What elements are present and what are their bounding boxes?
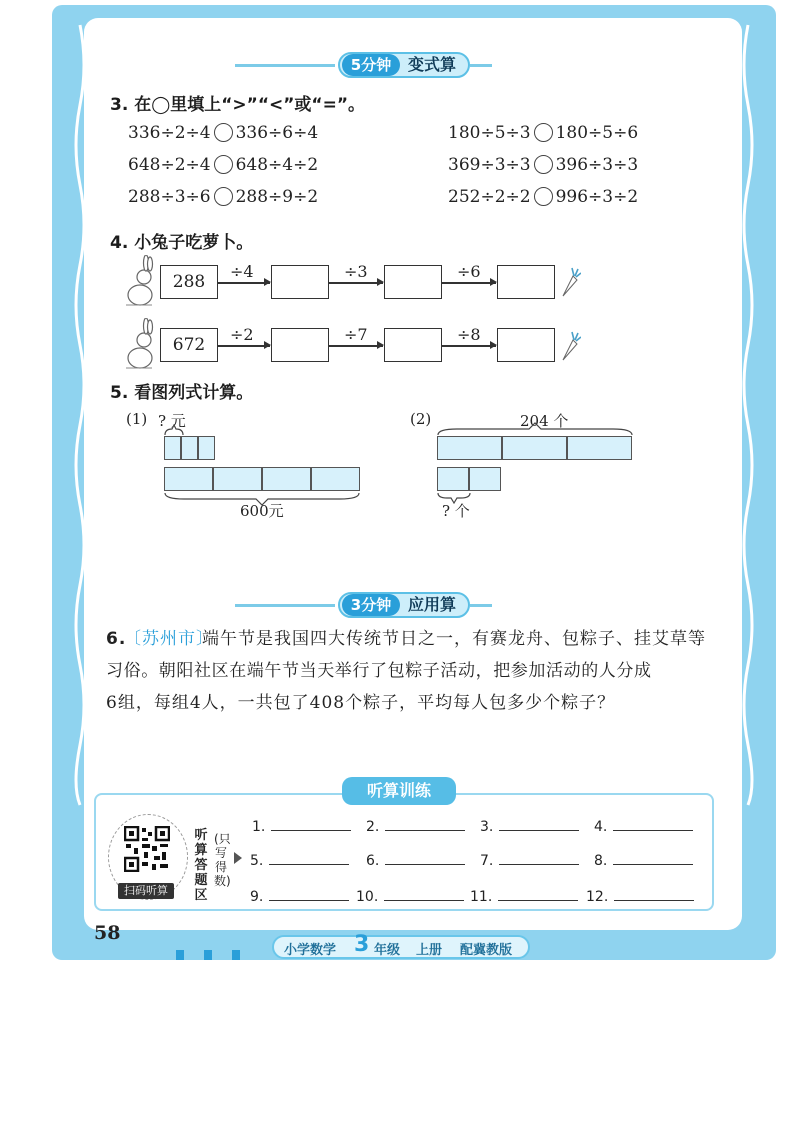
footer-subject: 小学数学 xyxy=(284,943,337,958)
q5-p2-label: (2) xyxy=(410,410,432,428)
bar-segment xyxy=(213,467,262,491)
q5-p1-total: 600元 xyxy=(240,502,284,520)
chain1-answer-box-2[interactable] xyxy=(384,265,442,299)
section-2-time: 3分钟 xyxy=(342,594,400,616)
answer-item-11[interactable]: 11. xyxy=(470,888,578,905)
section-1-time: 5分钟 xyxy=(342,54,400,76)
carrot-icon xyxy=(559,266,581,298)
q3-row-2: 180÷5÷3 180÷5÷6 xyxy=(448,123,639,143)
footer-mark xyxy=(232,950,240,960)
brace-top xyxy=(164,424,184,436)
bar-segment xyxy=(164,436,181,460)
qr-code-icon[interactable] xyxy=(124,826,170,872)
answer-item-9[interactable]: 9. xyxy=(250,888,349,905)
brace-top xyxy=(437,422,633,436)
q6-line-1: 端午节是我国四大传统节日之一，有赛龙舟、包粽子、挂艾草等 xyxy=(202,629,706,649)
answer-circle[interactable] xyxy=(534,187,553,206)
banner-line-left xyxy=(235,64,335,67)
chain2-op-2: ÷7 xyxy=(344,325,368,344)
answer-item-6[interactable]: 6. xyxy=(366,852,465,869)
answer-area-note: (只写得数) xyxy=(214,832,231,888)
q5-p1-unknown: ? 元 xyxy=(158,412,186,430)
answer-circle[interactable] xyxy=(214,155,233,174)
q3-row-6: 252÷2÷2 996÷3÷2 xyxy=(448,187,639,207)
q6-source-tag: 〔苏州市〕 xyxy=(124,629,214,649)
answer-circle[interactable] xyxy=(534,123,553,142)
answer-item-5[interactable]: 5. xyxy=(250,852,349,869)
answer-circle[interactable] xyxy=(534,155,553,174)
q3-title: 3. 在◯里填上“>”“<”或“=”。 xyxy=(110,95,365,115)
answer-circle[interactable] xyxy=(214,187,233,206)
chain2-answer-box-2[interactable] xyxy=(384,328,442,362)
answer-item-7[interactable]: 7. xyxy=(480,852,579,869)
bar-segment xyxy=(567,436,632,460)
q5-p2-unknown: ? 个 xyxy=(442,502,470,520)
arrow xyxy=(218,282,270,284)
footer-mark xyxy=(176,950,184,960)
chain2-op-1: ÷2 xyxy=(230,325,254,344)
answer-item-1[interactable]: 1. xyxy=(252,818,351,835)
q6-line-2: 习俗。朝阳社区在端午节当天举行了包粽子活动，把参加活动的人分成 xyxy=(106,661,652,681)
bar-segment xyxy=(164,467,213,491)
q3-row-3: 648÷2÷4 648÷4÷2 xyxy=(128,155,319,175)
bar-segment xyxy=(198,436,215,460)
arrow xyxy=(329,282,383,284)
arrow xyxy=(442,345,496,347)
chain2-op-3: ÷8 xyxy=(457,325,481,344)
q5-p2-total: 204 个 xyxy=(520,412,569,430)
banner-line-left xyxy=(235,604,335,607)
q3-row-5: 288÷3÷6 288÷9÷2 xyxy=(128,187,319,207)
bar-segment xyxy=(181,436,198,460)
answer-item-8[interactable]: 8. xyxy=(594,852,693,869)
footer-grade-number: 3 xyxy=(354,932,370,957)
chain1-start-box: 288 xyxy=(160,265,218,299)
chain2-answer-box-1[interactable] xyxy=(271,328,329,362)
bar-segment xyxy=(437,467,469,491)
bar-segment xyxy=(469,467,501,491)
q5-p1-label: (1) xyxy=(126,410,148,428)
answer-item-12[interactable]: 12. xyxy=(586,888,694,905)
section-2-title: 应用算 xyxy=(408,595,457,614)
answer-item-10[interactable]: 10. xyxy=(356,888,464,905)
answer-item-2[interactable]: 2. xyxy=(366,818,465,835)
answer-item-3[interactable]: 3. xyxy=(480,818,579,835)
q3-row-1: 336÷2÷4 336÷6÷4 xyxy=(128,123,319,143)
answer-item-4[interactable]: 4. xyxy=(594,818,693,835)
page-number: 58 xyxy=(94,922,121,944)
banner-line-right xyxy=(470,604,492,607)
rabbit-icon xyxy=(120,255,156,307)
chain2-start-box: 672 xyxy=(160,328,218,362)
bar-segment xyxy=(437,436,502,460)
q3-row-4: 369÷3÷3 396÷3÷3 xyxy=(448,155,639,175)
chain1-answer-box-3[interactable] xyxy=(497,265,555,299)
banner-line-right xyxy=(470,64,492,67)
chain2-answer-box-3[interactable] xyxy=(497,328,555,362)
carrot-icon xyxy=(559,330,581,362)
chain1-op-3: ÷6 xyxy=(457,262,481,281)
q6-line-3: 6组，每组4人，一共包了408个粽子，平均每人包多少个粽子？ xyxy=(106,693,616,713)
q6-number: 6. xyxy=(106,629,127,649)
chain1-op-1: ÷4 xyxy=(230,262,254,281)
chain1-answer-box-1[interactable] xyxy=(271,265,329,299)
bar-segment xyxy=(502,436,567,460)
rabbit-icon xyxy=(120,318,156,370)
footer-mark xyxy=(204,950,212,960)
play-triangle-icon xyxy=(234,852,242,864)
arrow xyxy=(329,345,383,347)
qr-label: 扫码听算 xyxy=(118,883,174,899)
answer-area-label: 听算答题区 xyxy=(194,828,208,903)
answer-circle[interactable] xyxy=(214,123,233,142)
arrow xyxy=(442,282,496,284)
section-1-title: 变式算 xyxy=(408,55,457,74)
arrow xyxy=(218,345,270,347)
chain1-op-2: ÷3 xyxy=(344,262,368,281)
bar-segment xyxy=(311,467,360,491)
footer-edition: 配冀教版 xyxy=(460,943,513,958)
listening-training-title: 听算训练 xyxy=(342,777,456,805)
footer-term: 上册 xyxy=(416,943,443,958)
q4-title: 4. 小兔子吃萝卜。 xyxy=(110,233,254,253)
footer-grade: 年级 xyxy=(374,943,401,958)
q5-title: 5. 看图列式计算。 xyxy=(110,383,254,403)
bar-segment xyxy=(262,467,311,491)
